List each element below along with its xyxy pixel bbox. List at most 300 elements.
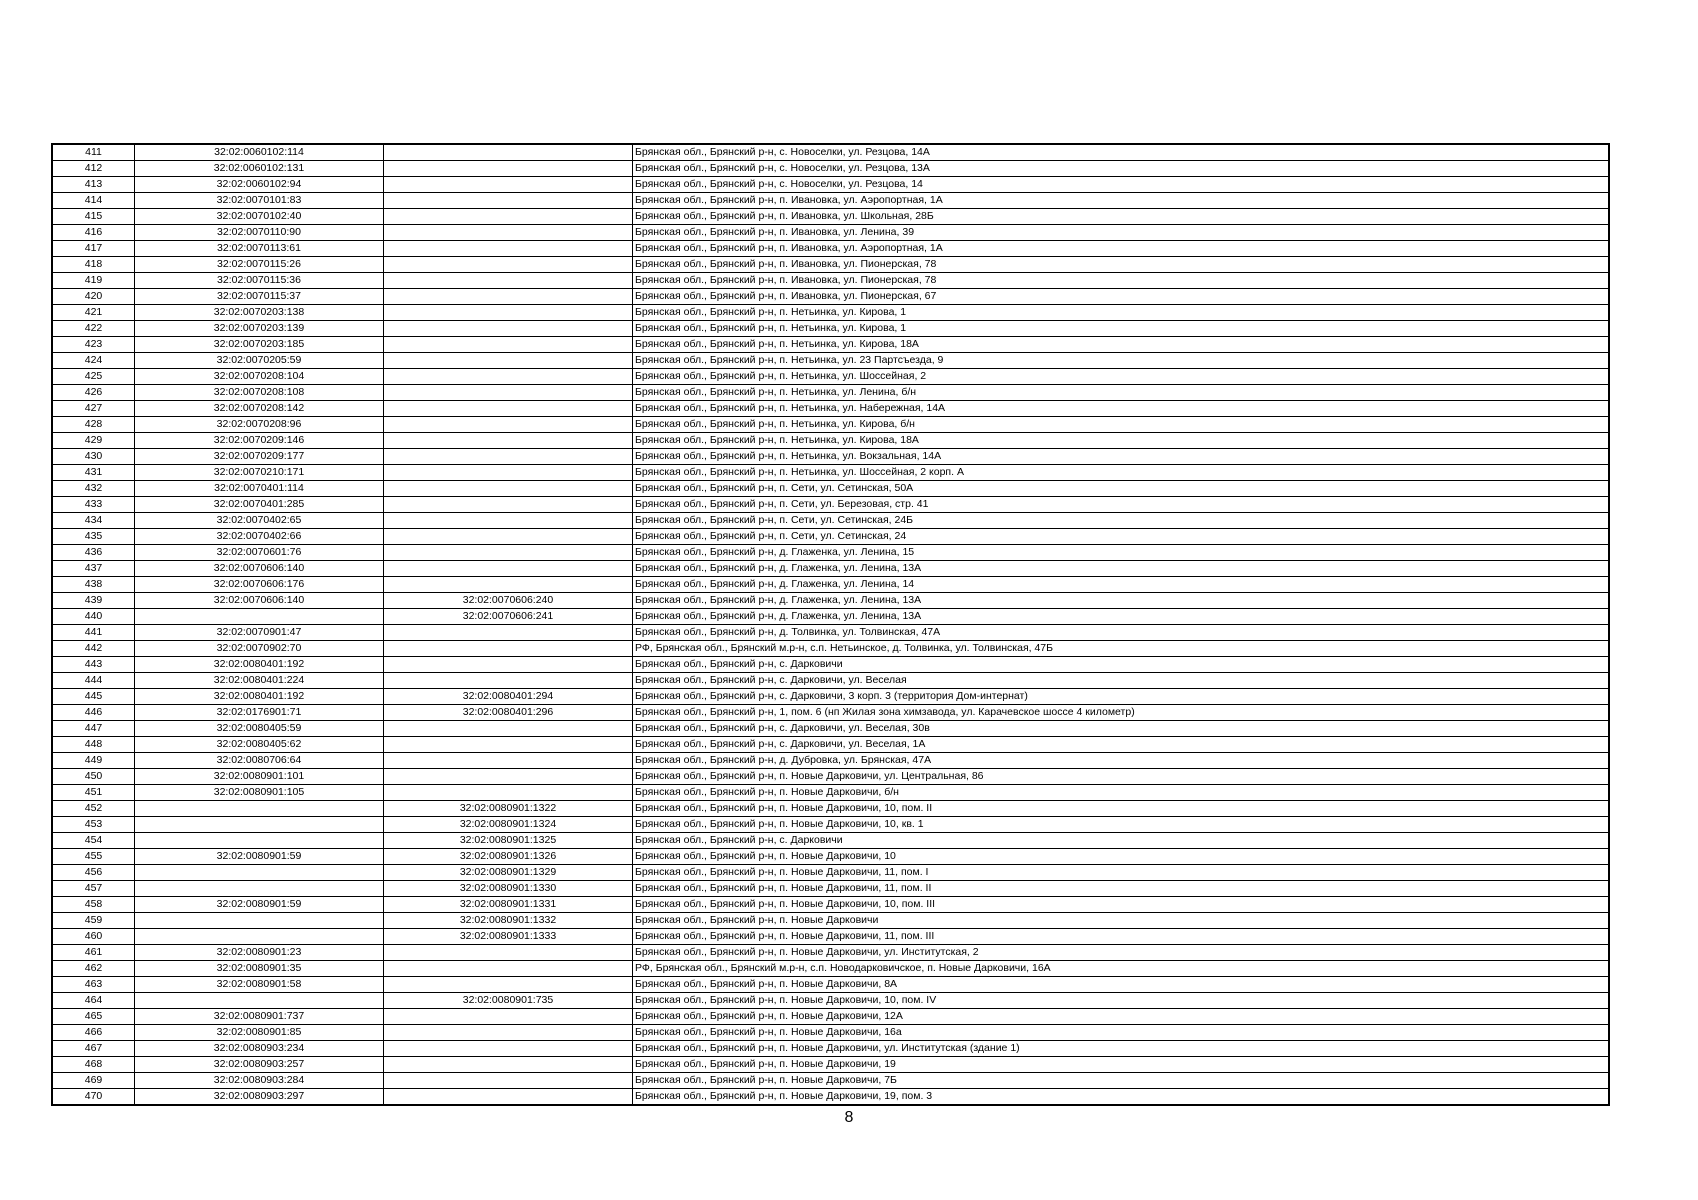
row-number-cell: 445: [53, 689, 135, 705]
row-number-cell: 412: [53, 161, 135, 177]
related-cadastral-number-cell: 32:02:0080901:1333: [384, 929, 633, 945]
table-row: [53, 385, 1609, 401]
table-row: [53, 145, 1609, 161]
table-row: [53, 545, 1609, 561]
address-cell: Брянская обл., Брянский р-н, п. Новые Дарковичи, ул. Институтская, 2: [633, 945, 1609, 961]
related-cadastral-number-cell: [384, 737, 633, 753]
table-row: [53, 865, 1609, 881]
cadastral-number-cell: 32:02:0080401:192: [135, 689, 384, 705]
cadastral-number-cell: [135, 913, 384, 929]
table-row: [53, 945, 1609, 961]
cadastral-number-cell: 32:02:0060102:94: [135, 177, 384, 193]
address-cell: Брянская обл., Брянский р-н, п. Новые Дарковичи, 10, кв. 1: [633, 817, 1609, 833]
row-number-cell: 435: [53, 529, 135, 545]
address-cell: Брянская обл., Брянский р-н, п. Новые Дарковичи, 16а: [633, 1025, 1609, 1041]
cadastral-number-cell: 32:02:0080405:62: [135, 737, 384, 753]
address-cell: Брянская обл., Брянский р-н, д. Глаженка, ул. Ленина, 15: [633, 545, 1609, 561]
address-cell: Брянская обл., Брянский р-н, п. Новые Дарковичи, ул. Центральная, 86: [633, 769, 1609, 785]
cadastral-number-cell: [135, 993, 384, 1009]
row-number-cell: 425: [53, 369, 135, 385]
cadastral-number-cell: 32:02:0080901:35: [135, 961, 384, 977]
cadastral-number-cell: 32:02:0070606:140: [135, 561, 384, 577]
row-number-cell: 464: [53, 993, 135, 1009]
related-cadastral-number-cell: [384, 1057, 633, 1073]
related-cadastral-number-cell: [384, 177, 633, 193]
address-cell: Брянская обл., Брянский р-н, с. Дарковичи, ул. Веселая, 30в: [633, 721, 1609, 737]
address-cell: Брянская обл., Брянский р-н, п. Новые Дарковичи, 10, пом. II: [633, 801, 1609, 817]
related-cadastral-number-cell: [384, 961, 633, 977]
address-cell: Брянская обл., Брянский р-н, д. Глаженка, ул. Ленина, 13А: [633, 609, 1609, 625]
address-cell: Брянская обл., Брянский р-н, п. Новые Дарковичи, ул. Институтская (здание 1): [633, 1041, 1609, 1057]
related-cadastral-number-cell: 32:02:0080901:1332: [384, 913, 633, 929]
related-cadastral-number-cell: [384, 977, 633, 993]
table-row: [53, 1057, 1609, 1073]
row-number-cell: 462: [53, 961, 135, 977]
table-row: [53, 321, 1609, 337]
cadastral-number-cell: 32:02:0070101:83: [135, 193, 384, 209]
related-cadastral-number-cell: [384, 577, 633, 593]
cadastral-number-cell: 32:02:0070601:76: [135, 545, 384, 561]
address-cell: Брянская обл., Брянский р-н, с. Дарковичи, 3 корп. 3 (территория Дом-интернат): [633, 689, 1609, 705]
row-number-cell: 436: [53, 545, 135, 561]
table-row: [53, 721, 1609, 737]
cadastral-number-cell: 32:02:0070606:140: [135, 593, 384, 609]
related-cadastral-number-cell: [384, 241, 633, 257]
table-row: [53, 641, 1609, 657]
table-row: [53, 449, 1609, 465]
address-cell: Брянская обл., Брянский р-н, с. Дарковичи, ул. Веселая, 1А: [633, 737, 1609, 753]
row-number-cell: 454: [53, 833, 135, 849]
address-cell: Брянская обл., Брянский р-н, п. Нетьинка, ул. Кирова, 1: [633, 321, 1609, 337]
cadastral-number-cell: 32:02:0080901:23: [135, 945, 384, 961]
cadastral-number-cell: 32:02:0080706:64: [135, 753, 384, 769]
table-row: [53, 209, 1609, 225]
cadastral-number-cell: 32:02:0070901:47: [135, 625, 384, 641]
address-cell: Брянская обл., Брянский р-н, п. Ивановка, ул. Пионерская, 78: [633, 273, 1609, 289]
cadastral-number-cell: 32:02:0080401:192: [135, 657, 384, 673]
related-cadastral-number-cell: [384, 1025, 633, 1041]
row-number-cell: 441: [53, 625, 135, 641]
row-number-cell: 434: [53, 513, 135, 529]
related-cadastral-number-cell: [384, 257, 633, 273]
row-number-cell: 467: [53, 1041, 135, 1057]
related-cadastral-number-cell: [384, 385, 633, 401]
table-row: [53, 225, 1609, 241]
related-cadastral-number-cell: [384, 625, 633, 641]
address-cell: РФ, Брянская обл., Брянский м.р-н, с.п. Нетьинское, д. Толвинка, ул. Толвинская, 47Б: [633, 641, 1609, 657]
row-number-cell: 418: [53, 257, 135, 273]
row-number-cell: 421: [53, 305, 135, 321]
cadastral-number-cell: 32:02:0080901:59: [135, 897, 384, 913]
related-cadastral-number-cell: [384, 417, 633, 433]
related-cadastral-number-cell: [384, 449, 633, 465]
related-cadastral-number-cell: [384, 545, 633, 561]
table-row: [53, 577, 1609, 593]
table-row: [53, 833, 1609, 849]
address-cell: Брянская обл., Брянский р-н, п. Нетьинка, ул. Кирова, 18А: [633, 337, 1609, 353]
cadastral-number-cell: [135, 833, 384, 849]
cadastral-number-cell: [135, 801, 384, 817]
cadastral-number-cell: 32:02:0070203:138: [135, 305, 384, 321]
table-row: [53, 1041, 1609, 1057]
table-row: [53, 769, 1609, 785]
cadastral-number-cell: 32:02:0080901:58: [135, 977, 384, 993]
table-row: [53, 961, 1609, 977]
table-row: [53, 897, 1609, 913]
related-cadastral-number-cell: [384, 1089, 633, 1105]
address-cell: Брянская обл., Брянский р-н, п. Нетьинка, ул. Кирова, б/н: [633, 417, 1609, 433]
cadastral-number-cell: 32:02:0070110:90: [135, 225, 384, 241]
table-row: [53, 433, 1609, 449]
related-cadastral-number-cell: [384, 785, 633, 801]
address-cell: Брянская обл., Брянский р-н, п. Новые Дарковичи, 7Б: [633, 1073, 1609, 1089]
table-row: [53, 977, 1609, 993]
table-row: [53, 801, 1609, 817]
row-number-cell: 451: [53, 785, 135, 801]
address-cell: Брянская обл., Брянский р-н, п. Нетьинка, ул. Набережная, 14А: [633, 401, 1609, 417]
table-row: [53, 561, 1609, 577]
row-number-cell: 466: [53, 1025, 135, 1041]
cadastral-number-cell: [135, 817, 384, 833]
address-cell: Брянская обл., Брянский р-н, п. Нетьинка, ул. Вокзальная, 14А: [633, 449, 1609, 465]
cadastral-number-cell: 32:02:0080901:105: [135, 785, 384, 801]
row-number-cell: 442: [53, 641, 135, 657]
address-cell: Брянская обл., Брянский р-н, п. Новые Дарковичи, 19: [633, 1057, 1609, 1073]
address-cell: Брянская обл., Брянский р-н, с. Новоселки, ул. Резцова, 14: [633, 177, 1609, 193]
related-cadastral-number-cell: [384, 225, 633, 241]
table-row: [53, 1009, 1609, 1025]
address-cell: Брянская обл., Брянский р-н, п. Новые Дарковичи, 10, пом. III: [633, 897, 1609, 913]
cadastral-number-cell: 32:02:0080903:234: [135, 1041, 384, 1057]
address-cell: Брянская обл., Брянский р-н, с. Дарковичи: [633, 657, 1609, 673]
table-row: [53, 625, 1609, 641]
address-cell: РФ, Брянская обл., Брянский м.р-н, с.п. Новодарковичское, п. Новые Дарковичи, 16А: [633, 961, 1609, 977]
table-row: [53, 657, 1609, 673]
row-number-cell: 468: [53, 1057, 135, 1073]
cadastral-number-cell: 32:02:0080901:85: [135, 1025, 384, 1041]
address-cell: Брянская обл., Брянский р-н, с. Дарковичи: [633, 833, 1609, 849]
table-row: [53, 593, 1609, 609]
related-cadastral-number-cell: [384, 513, 633, 529]
table-row: [53, 513, 1609, 529]
address-cell: Брянская обл., Брянский р-н, п. Нетьинка, ул. Ленина, б/н: [633, 385, 1609, 401]
row-number-cell: 444: [53, 673, 135, 689]
related-cadastral-number-cell: [384, 289, 633, 305]
row-number-cell: 458: [53, 897, 135, 913]
address-cell: Брянская обл., Брянский р-н, п. Новые Дарковичи, 10, пом. IV: [633, 993, 1609, 1009]
row-number-cell: 461: [53, 945, 135, 961]
related-cadastral-number-cell: 32:02:0080901:1322: [384, 801, 633, 817]
row-number-cell: 463: [53, 977, 135, 993]
registry-body: [53, 145, 1609, 1105]
cadastral-number-cell: 32:02:0060102:114: [135, 145, 384, 161]
table-row: [53, 817, 1609, 833]
cadastral-number-cell: [135, 609, 384, 625]
related-cadastral-number-cell: [384, 305, 633, 321]
cadastral-number-cell: 32:02:0070208:104: [135, 369, 384, 385]
table-row: [53, 737, 1609, 753]
table-row: [53, 273, 1609, 289]
related-cadastral-number-cell: [384, 753, 633, 769]
row-number-cell: 423: [53, 337, 135, 353]
address-cell: Брянская обл., Брянский р-н, д. Дубровка, ул. Брянская, 47А: [633, 753, 1609, 769]
row-number-cell: 448: [53, 737, 135, 753]
cadastral-number-cell: 32:02:0080901:737: [135, 1009, 384, 1025]
table-row: [53, 881, 1609, 897]
cadastral-number-cell: 32:02:0070208:108: [135, 385, 384, 401]
address-cell: Брянская обл., Брянский р-н, п. Ивановка, ул. Пионерская, 67: [633, 289, 1609, 305]
table-row: [53, 529, 1609, 545]
address-cell: Брянская обл., Брянский р-н, п. Новые Дарковичи, 10: [633, 849, 1609, 865]
row-number-cell: 429: [53, 433, 135, 449]
address-cell: Брянская обл., Брянский р-н, п. Новые Дарковичи: [633, 913, 1609, 929]
related-cadastral-number-cell: 32:02:0080901:1325: [384, 833, 633, 849]
row-number-cell: 450: [53, 769, 135, 785]
table-row: [53, 401, 1609, 417]
row-number-cell: 424: [53, 353, 135, 369]
cadastral-number-cell: 32:02:0070209:177: [135, 449, 384, 465]
address-cell: Брянская обл., Брянский р-н, п. Ивановка, ул. Аэропортная, 1А: [633, 193, 1609, 209]
address-cell: Брянская обл., Брянский р-н, п. Нетьинка, ул. Кирова, 18А: [633, 433, 1609, 449]
row-number-cell: 440: [53, 609, 135, 625]
cadastral-number-cell: [135, 865, 384, 881]
row-number-cell: 420: [53, 289, 135, 305]
address-cell: Брянская обл., Брянский р-н, с. Новоселки, ул. Резцова, 14А: [633, 145, 1609, 161]
related-cadastral-number-cell: [384, 529, 633, 545]
table-row: [53, 241, 1609, 257]
address-cell: Брянская обл., Брянский р-н, п. Ивановка, ул. Пионерская, 78: [633, 257, 1609, 273]
address-cell: Брянская обл., Брянский р-н, с. Новоселки, ул. Резцова, 13А: [633, 161, 1609, 177]
address-cell: Брянская обл., Брянский р-н, п. Ивановка, ул. Аэропортная, 1А: [633, 241, 1609, 257]
related-cadastral-number-cell: 32:02:0080901:1324: [384, 817, 633, 833]
table-row: [53, 497, 1609, 513]
row-number-cell: 433: [53, 497, 135, 513]
row-number-cell: 459: [53, 913, 135, 929]
row-number-cell: 453: [53, 817, 135, 833]
row-number-cell: 457: [53, 881, 135, 897]
address-cell: Брянская обл., Брянский р-н, п. Сети, ул. Сетинская, 24: [633, 529, 1609, 545]
address-cell: Брянская обл., Брянский р-н, п. Новые Дарковичи, 11, пом. II: [633, 881, 1609, 897]
cadastral-number-cell: 32:02:0070210:171: [135, 465, 384, 481]
cadastral-number-cell: 32:02:0060102:131: [135, 161, 384, 177]
cadastral-number-cell: 32:02:0070208:142: [135, 401, 384, 417]
table-row: [53, 1089, 1609, 1105]
address-cell: Брянская обл., Брянский р-н, с. Дарковичи, ул. Веселая: [633, 673, 1609, 689]
cadastral-number-cell: 32:02:0070102:40: [135, 209, 384, 225]
table-row: [53, 337, 1609, 353]
related-cadastral-number-cell: [384, 657, 633, 673]
table-row: [53, 161, 1609, 177]
row-number-cell: 443: [53, 657, 135, 673]
related-cadastral-number-cell: 32:02:0080901:735: [384, 993, 633, 1009]
table-row: [53, 305, 1609, 321]
address-cell: Брянская обл., Брянский р-н, 1, пом. 6 (нп Жилая зона химзавода, ул. Карачевское шоссе 4 километр): [633, 705, 1609, 721]
address-cell: Брянская обл., Брянский р-н, п. Новые Дарковичи, 19, пом. 3: [633, 1089, 1609, 1105]
row-number-cell: 455: [53, 849, 135, 865]
row-number-cell: 438: [53, 577, 135, 593]
related-cadastral-number-cell: [384, 1073, 633, 1089]
related-cadastral-number-cell: [384, 321, 633, 337]
related-cadastral-number-cell: [384, 369, 633, 385]
row-number-cell: 416: [53, 225, 135, 241]
table-row: [53, 353, 1609, 369]
address-cell: Брянская обл., Брянский р-н, п. Сети, ул. Сетинская, 24Б: [633, 513, 1609, 529]
row-number-cell: 431: [53, 465, 135, 481]
row-number-cell: 452: [53, 801, 135, 817]
row-number-cell: 415: [53, 209, 135, 225]
cadastral-number-cell: 32:02:0070402:66: [135, 529, 384, 545]
table-row: [53, 257, 1609, 273]
cadastral-number-cell: [135, 881, 384, 897]
related-cadastral-number-cell: [384, 721, 633, 737]
related-cadastral-number-cell: [384, 401, 633, 417]
row-number-cell: 446: [53, 705, 135, 721]
table-row: [53, 289, 1609, 305]
row-number-cell: 437: [53, 561, 135, 577]
address-cell: Брянская обл., Брянский р-н, п. Сети, ул. Березовая, стр. 41: [633, 497, 1609, 513]
cadastral-number-cell: 32:02:0070902:70: [135, 641, 384, 657]
cadastral-number-cell: [135, 929, 384, 945]
related-cadastral-number-cell: [384, 353, 633, 369]
cadastral-number-cell: 32:02:0070115:36: [135, 273, 384, 289]
table-row: [53, 673, 1609, 689]
page-number: 8: [844, 1109, 854, 1126]
address-cell: Брянская обл., Брянский р-н, п. Ивановка, ул. Школьная, 28Б: [633, 209, 1609, 225]
address-cell: Брянская обл., Брянский р-н, п. Нетьинка, ул. Кирова, 1: [633, 305, 1609, 321]
related-cadastral-number-cell: [384, 161, 633, 177]
cadastral-number-cell: 32:02:0070203:185: [135, 337, 384, 353]
row-number-cell: 460: [53, 929, 135, 945]
address-cell: Брянская обл., Брянский р-н, п. Новые Дарковичи, 11, пом. I: [633, 865, 1609, 881]
row-number-cell: 414: [53, 193, 135, 209]
cadastral-number-cell: 32:02:0070205:59: [135, 353, 384, 369]
address-cell: Брянская обл., Брянский р-н, п. Новые Дарковичи, б/н: [633, 785, 1609, 801]
cadastral-number-cell: 32:02:0070115:37: [135, 289, 384, 305]
table-row: [53, 753, 1609, 769]
registry-table: [52, 144, 1609, 1105]
row-number-cell: 422: [53, 321, 135, 337]
cadastral-number-cell: 32:02:0070209:146: [135, 433, 384, 449]
related-cadastral-number-cell: 32:02:0080901:1331: [384, 897, 633, 913]
table-row: [53, 177, 1609, 193]
table-row: [53, 913, 1609, 929]
row-number-cell: 417: [53, 241, 135, 257]
related-cadastral-number-cell: [384, 433, 633, 449]
cadastral-number-cell: 32:02:0176901:71: [135, 705, 384, 721]
row-number-cell: 426: [53, 385, 135, 401]
table-row: [53, 705, 1609, 721]
cadastral-number-cell: 32:02:0070401:114: [135, 481, 384, 497]
row-number-cell: 432: [53, 481, 135, 497]
row-number-cell: 430: [53, 449, 135, 465]
table-row: [53, 609, 1609, 625]
row-number-cell: 413: [53, 177, 135, 193]
related-cadastral-number-cell: [384, 673, 633, 689]
cadastral-number-cell: 32:02:0080903:297: [135, 1089, 384, 1105]
related-cadastral-number-cell: 32:02:0080401:294: [384, 689, 633, 705]
row-number-cell: 465: [53, 1009, 135, 1025]
related-cadastral-number-cell: 32:02:0080401:296: [384, 705, 633, 721]
related-cadastral-number-cell: 32:02:0070606:240: [384, 593, 633, 609]
address-cell: Брянская обл., Брянский р-н, п. Ивановка, ул. Ленина, 39: [633, 225, 1609, 241]
cadastral-number-cell: 32:02:0080903:257: [135, 1057, 384, 1073]
address-cell: Брянская обл., Брянский р-н, п. Новые Дарковичи, 12А: [633, 1009, 1609, 1025]
row-number-cell: 428: [53, 417, 135, 433]
address-cell: Брянская обл., Брянский р-н, д. Глаженка, ул. Ленина, 13А: [633, 561, 1609, 577]
table-row: [53, 465, 1609, 481]
row-number-cell: 456: [53, 865, 135, 881]
address-cell: Брянская обл., Брянский р-н, д. Глаженка, ул. Ленина, 14: [633, 577, 1609, 593]
table-row: [53, 993, 1609, 1009]
cadastral-number-cell: 32:02:0070115:26: [135, 257, 384, 273]
address-cell: Брянская обл., Брянский р-н, д. Глаженка, ул. Ленина, 13А: [633, 593, 1609, 609]
row-number-cell: 411: [53, 145, 135, 161]
related-cadastral-number-cell: [384, 145, 633, 161]
table-row: [53, 849, 1609, 865]
related-cadastral-number-cell: [384, 481, 633, 497]
row-number-cell: 419: [53, 273, 135, 289]
row-number-cell: 427: [53, 401, 135, 417]
address-cell: Брянская обл., Брянский р-н, п. Сети, ул. Сетинская, 50А: [633, 481, 1609, 497]
related-cadastral-number-cell: [384, 945, 633, 961]
related-cadastral-number-cell: [384, 561, 633, 577]
row-number-cell: 439: [53, 593, 135, 609]
table-row: [53, 481, 1609, 497]
related-cadastral-number-cell: [384, 337, 633, 353]
related-cadastral-number-cell: 32:02:0080901:1330: [384, 881, 633, 897]
related-cadastral-number-cell: [384, 1009, 633, 1025]
cadastral-number-cell: 32:02:0080401:224: [135, 673, 384, 689]
table-row: [53, 417, 1609, 433]
row-number-cell: 447: [53, 721, 135, 737]
related-cadastral-number-cell: [384, 209, 633, 225]
row-number-cell: 470: [53, 1089, 135, 1105]
cadastral-number-cell: 32:02:0080405:59: [135, 721, 384, 737]
related-cadastral-number-cell: [384, 769, 633, 785]
related-cadastral-number-cell: 32:02:0080901:1329: [384, 865, 633, 881]
table-row: [53, 929, 1609, 945]
address-cell: Брянская обл., Брянский р-н, п. Нетьинка, ул. 23 Партсъезда, 9: [633, 353, 1609, 369]
related-cadastral-number-cell: [384, 641, 633, 657]
cadastral-number-cell: 32:02:0070402:65: [135, 513, 384, 529]
table-row: [53, 193, 1609, 209]
table-row: [53, 689, 1609, 705]
cadastral-number-cell: 32:02:0070401:285: [135, 497, 384, 513]
cadastral-number-cell: 32:02:0080903:284: [135, 1073, 384, 1089]
related-cadastral-number-cell: 32:02:0080901:1326: [384, 849, 633, 865]
cadastral-number-cell: 32:02:0070203:139: [135, 321, 384, 337]
address-cell: Брянская обл., Брянский р-н, п. Новые Дарковичи, 11, пом. III: [633, 929, 1609, 945]
related-cadastral-number-cell: 32:02:0070606:241: [384, 609, 633, 625]
cadastral-number-cell: 32:02:0070113:61: [135, 241, 384, 257]
table-row: [53, 369, 1609, 385]
cadastral-number-cell: 32:02:0080901:101: [135, 769, 384, 785]
row-number-cell: 469: [53, 1073, 135, 1089]
address-cell: Брянская обл., Брянский р-н, п. Новые Дарковичи, 8А: [633, 977, 1609, 993]
related-cadastral-number-cell: [384, 497, 633, 513]
cadastral-number-cell: 32:02:0080901:59: [135, 849, 384, 865]
related-cadastral-number-cell: [384, 1041, 633, 1057]
cadastral-number-cell: 32:02:0070606:176: [135, 577, 384, 593]
table-row: [53, 785, 1609, 801]
cadastral-number-cell: 32:02:0070208:96: [135, 417, 384, 433]
table-row: [53, 1073, 1609, 1089]
related-cadastral-number-cell: [384, 465, 633, 481]
related-cadastral-number-cell: [384, 193, 633, 209]
row-number-cell: 449: [53, 753, 135, 769]
address-cell: Брянская обл., Брянский р-н, п. Нетьинка, ул. Шоссейная, 2: [633, 369, 1609, 385]
address-cell: Брянская обл., Брянский р-н, п. Нетьинка, ул. Шоссейная, 2 корп. А: [633, 465, 1609, 481]
